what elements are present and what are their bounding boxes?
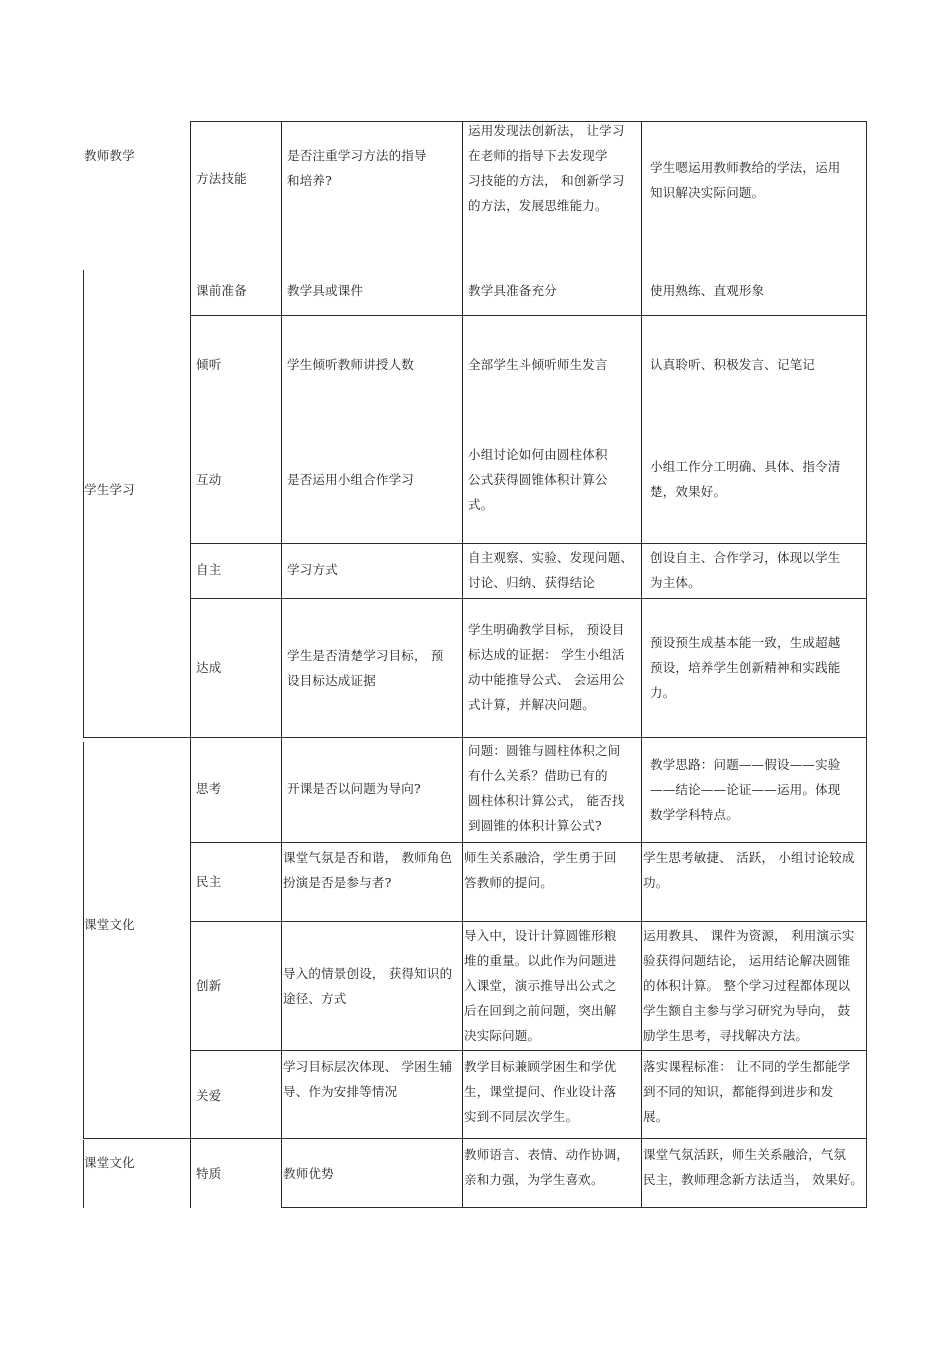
- evidence-text: 问题：圆锥与圆柱体积之间 有什么关系？借助已有的 圆柱体积计算公式， 能否找 到圆锥的体积计算公式?: [468, 743, 625, 833]
- item-label: 达成: [196, 660, 222, 675]
- evidence-text: 教学目标兼顾学困生和学优 生，课堂提问、作业设计落 实到不同层次学生。: [464, 1059, 617, 1124]
- item-label: 创新: [196, 978, 222, 993]
- table-rule: [190, 315, 867, 316]
- evidence-text: 学生明确教学目标， 预设目 标达成的证据： 学生小组活 动中能推导公式、 会运用公 式计算，并解决问题。: [468, 622, 625, 712]
- result-text: 小组工作分工明确、具体、指令清 楚，效果好。: [650, 459, 841, 499]
- evidence-text: 教学具准备充分: [468, 283, 557, 298]
- criterion-text: 教师优势: [283, 1166, 334, 1181]
- table-rule: [866, 121, 867, 1208]
- result-text: 学生思考敏捷、 活跃， 小组讨论较成 功。: [643, 850, 855, 890]
- criterion-text: 学习目标层次体现、 学困生辅 导、作为安排等情况: [283, 1059, 453, 1099]
- category-label: 课堂文化: [84, 917, 135, 932]
- evidence-text: 小组讨论如何由圆柱体积 公式获得圆锥体积计算公 式。: [468, 447, 608, 512]
- item-label: 特质: [196, 1166, 222, 1181]
- table-rule: [641, 121, 642, 1208]
- category-label: 学生学习: [84, 482, 135, 497]
- result-text: 运用教具、 课件为资源， 利用演示实 验获得问题结论， 运用结论解决圆锥 的体积计算。 整个学习过程都体现以 学生额自主参与学习研究为导向， 鼓 励学生思考，寻找解决方法。: [643, 928, 855, 1043]
- table-rule: [83, 1138, 867, 1139]
- item-label: 互动: [196, 472, 222, 487]
- table-rule: [190, 121, 191, 1208]
- result-text: 课堂气氛活跃，师生关系融洽，气氛 民主，教师理念新方法适当， 效果好。: [643, 1147, 864, 1187]
- criterion-text: 学生倾听教师讲授人数: [287, 357, 415, 372]
- item-label: 自主: [196, 562, 222, 577]
- result-text: 使用熟练、直观形象: [650, 283, 765, 298]
- category-label: 教师教学: [84, 148, 135, 163]
- category-label: 课堂文化: [84, 1155, 135, 1170]
- criterion-text: 课堂气氛是否和谐， 教师角色 扮演是否是参与者?: [283, 850, 453, 890]
- criterion-text: 教学具或课件: [287, 283, 364, 298]
- criterion-text: 是否运用小组合作学习: [287, 472, 415, 487]
- result-text: 学生嗯运用教师教给的学法，运用 知识解决实际问题。: [650, 160, 841, 200]
- table-rule: [190, 598, 867, 599]
- evidence-text: 师生关系融洽，学生勇于回 答教师的提问。: [464, 850, 617, 890]
- table-rule: [83, 742, 84, 1138]
- result-text: 预设预生成基本能一致，生成超越 预设，培养学生创新精神和实践能 力。: [650, 635, 841, 700]
- table-rule: [190, 842, 867, 843]
- evidence-text: 全部学生斗倾听师生发言: [468, 357, 608, 372]
- criterion-text: 导入的情景创设， 获得知识的 途径、方式: [283, 966, 453, 1006]
- table-rule: [190, 543, 867, 544]
- table-rule: [462, 121, 463, 1208]
- criterion-text: 开课是否以问题为导向?: [287, 781, 421, 796]
- item-label: 方法技能: [196, 171, 247, 186]
- item-label: 关爱: [196, 1088, 222, 1103]
- table-rule: [190, 1050, 867, 1051]
- criterion-text: 学生是否清楚学习目标， 预 设目标达成证据: [287, 648, 444, 688]
- result-text: 认真聆听、积极发言、记笔记: [650, 357, 816, 372]
- table-rule: [281, 121, 282, 1208]
- table-rule: [190, 921, 867, 922]
- evidence-text: 教师语言、表情、动作协调， 亲和力强，为学生喜欢。: [464, 1147, 630, 1187]
- evidence-text: 运用发现法创新法， 让学习 在老师的指导下去发现学 习技能的方法， 和创新学习 的方法，发展思维能力。: [468, 123, 625, 213]
- result-text: 教学思路：问题——假设——实验 ——结论——论证——运用。体现 数学学科特点。: [650, 757, 841, 822]
- evidence-text: 自主观察、实验、发现问题、 讨论、归纳、获得结论: [468, 550, 634, 590]
- result-text: 创设自主、合作学习，体现以学生 为主体。: [650, 550, 841, 590]
- criterion-text: 是否注重学习方法的指导 和培养?: [287, 148, 427, 188]
- table-rule: [83, 270, 84, 737]
- evidence-text: 导入中，设计计算圆锥形粮 堆的重量。以此作为问题进 入课堂，演示推导出公式之 后在回到之前问题，突出解 决实际问题。: [464, 928, 617, 1043]
- criterion-text: 学习方式: [287, 562, 338, 577]
- item-label: 民主: [196, 874, 222, 889]
- item-label: 课前准备: [196, 283, 247, 298]
- item-label: 思考: [196, 781, 222, 796]
- table-rule: [281, 1207, 867, 1208]
- result-text: 落实课程标准： 让不同的学生都能学 到不同的知识，都能得到进步和发 展。: [643, 1059, 851, 1124]
- item-label: 倾听: [196, 357, 222, 372]
